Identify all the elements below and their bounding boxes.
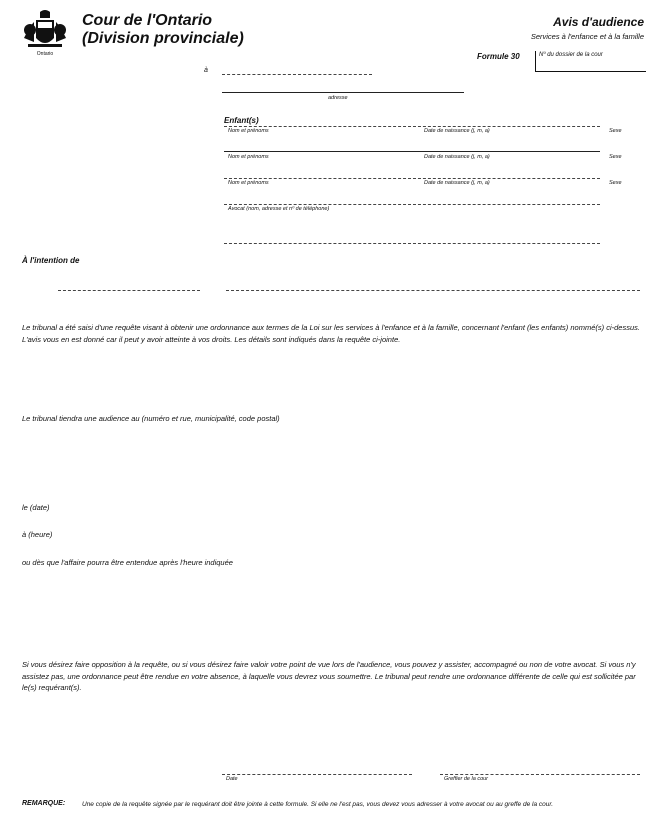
- recipient-name-field[interactable]: [58, 290, 200, 291]
- child-3-name-label: Nom et prénoms: [228, 180, 269, 186]
- intent-heading: À l'intention de: [22, 256, 80, 265]
- form-subtitle: Services à l'enfance et à la famille: [530, 32, 644, 41]
- opposition-paragraph: Si vous désirez faire opposition à la requête, ou si vous désirez faire valoir votre point de vue lors de l'audience, vous pouvez y assister, accompagné ou non de votre avocat. Si vous n'y assistez pas, une ordonnance peut être rendue en votre absence, à laquelle vous devrez vous soumettre. Le tribunal peut rendre une ordonnance différente de celle qui est sollicitée par le(s) requérant(s).: [22, 660, 636, 692]
- child-1-field[interactable]: [224, 126, 600, 127]
- recipient-address-field[interactable]: [226, 290, 640, 291]
- note-label: REMARQUE:: [22, 800, 66, 807]
- children-heading: Enfant(s): [224, 116, 259, 125]
- child-1-dob-label: Date de naissance (j, m, a): [424, 128, 490, 134]
- hearing-date-label: le (date): [22, 503, 50, 512]
- child-2-name-label: Nom et prénoms: [228, 154, 269, 160]
- form-title: Avis d'audience: [553, 15, 644, 29]
- lawyer-field[interactable]: [224, 204, 600, 205]
- child-1-name-label: Nom et prénoms: [228, 128, 269, 134]
- notice-paragraph: Le tribunal a été saisi d'une requête visant à obtenir une ordonnance aux termes de la Loi sur les services à l'enfance et à la famille, concernant l'enfant (les enfants) nommé(s) ci-dessus. L'avis vous en est donné car il peut y avoir atteinte à vos droits. Les détails sont indiqués dans la requête ci-jointe.: [22, 323, 640, 344]
- date-signature-field[interactable]: [222, 774, 412, 775]
- address-label: adresse: [328, 95, 348, 101]
- hearing-location-label: Le tribunal tiendra une audience au (numéro et rue, municipalité, code postal): [22, 414, 280, 423]
- child-2-sex-label: Sexe: [609, 154, 622, 160]
- child-1-sex-label: Sexe: [609, 128, 622, 134]
- note-text: Une copie de la requête signée par le requérant doit être jointe à cette formule. Si elle ne l'est pas, vous devez vous adresser à votre avocat ou au greffe de la cour.: [82, 801, 554, 808]
- ontario-coat-of-arms-logo: [22, 8, 68, 52]
- child-2-field[interactable]: [224, 151, 600, 152]
- recipient-field[interactable]: [222, 74, 372, 75]
- court-file-number-label: Nº du dossier de la cour: [539, 52, 603, 58]
- clerk-signature-field[interactable]: [440, 774, 640, 775]
- lawyer-field-2[interactable]: [224, 243, 600, 244]
- asap-label: ou dès que l'affaire pourra être entendue après l'heure indiquée: [22, 558, 233, 567]
- hearing-time-label: à (heure): [22, 530, 53, 539]
- child-3-dob-label: Date de naissance (j, m, a): [424, 180, 490, 186]
- date-label: Date: [226, 776, 238, 782]
- court-title: [82, 12, 244, 48]
- address-field[interactable]: [222, 92, 464, 93]
- logo-caption: Ontario: [36, 51, 54, 57]
- child-3-sex-label: Sexe: [609, 180, 622, 186]
- child-3-field[interactable]: [224, 178, 600, 179]
- court-line-2: (Division provinciale): [82, 30, 244, 47]
- child-2-dob-label: Date de naissance (j, m, a): [424, 154, 490, 160]
- at-prefix: à: [204, 67, 208, 74]
- lawyer-label: Avocat (nom, adresse et nº de téléphone): [228, 206, 330, 212]
- court-line-1: Cour de l'Ontario: [82, 12, 213, 29]
- clerk-label: Greffier de la cour: [444, 776, 489, 782]
- form-number: Formule 30: [477, 52, 520, 61]
